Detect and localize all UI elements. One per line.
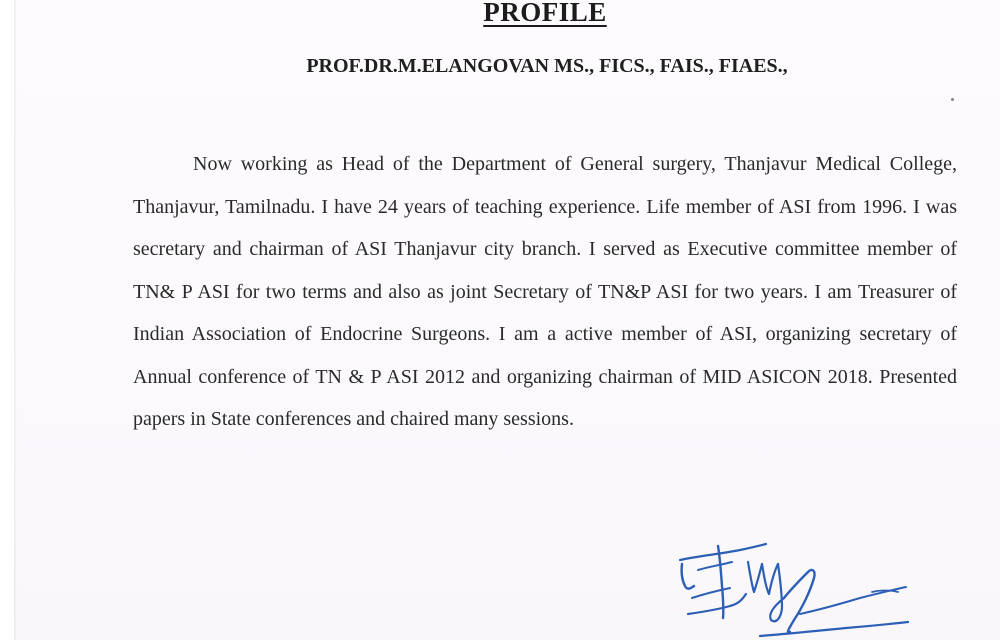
profile-name-heading: PROF.DR.M.ELANGOVAN MS., FICS., FAIS., FIAES., (306, 55, 788, 77)
profile-body-paragraph: Now working as Head of the Department of General surgery, Thanjavur Medical College, Thanjavur, Tamilnadu. I have 24 years of teaching experience. Life member of ASI from 1996. I was secretary and chairman of ASI Thanjavur city branch. I served as Executive committee member of TN& P ASI for two terms and also as joint Secretary of TN&P ASI for two years. I am Treasurer of Indian Association of Endocrine Surgeons. I am a active member of ASI, organizing secretary of Annual conference of TN & P ASI 2012 and organizing chairman of MID ASICON 2018. Presented papers in State conferences and chaired many sessions. (133, 153, 957, 430)
paper-speck (951, 98, 954, 101)
page-title: PROFILE (483, 0, 607, 27)
signature-icon (676, 534, 916, 640)
